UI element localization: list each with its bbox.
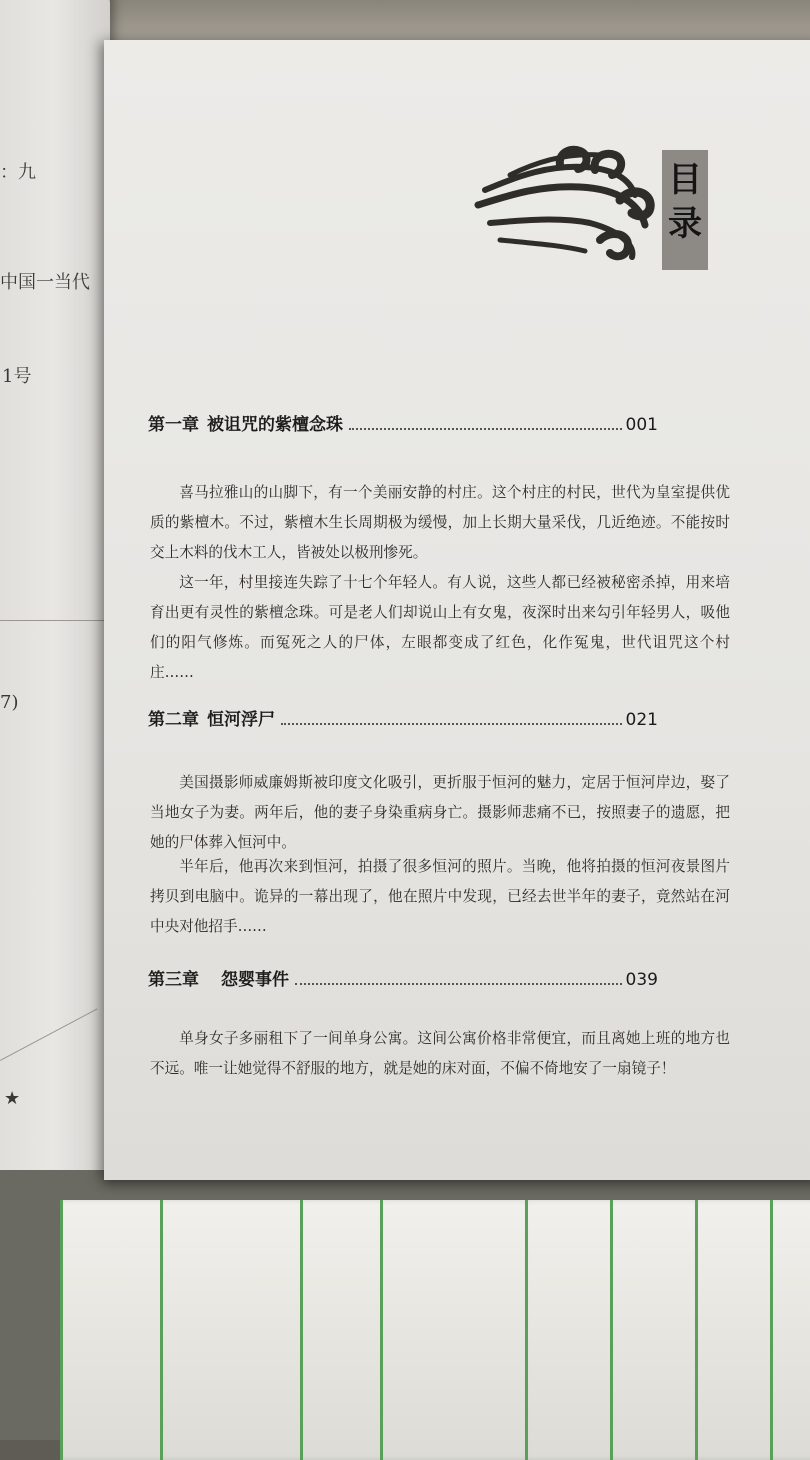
toc-entry-chapter-1[interactable] — [148, 410, 658, 440]
chapter-label: 第一章 — [148, 415, 199, 435]
chapter-label: 第二章 — [148, 710, 199, 730]
book-sheet — [60, 1200, 173, 1460]
left-page-divider — [0, 620, 106, 621]
book-sheet — [610, 1200, 703, 1460]
dot-leader — [281, 723, 622, 725]
chapter-summary-paragraph: 单身女子多丽租下了一间单身公寓。这间公寓价格非常便宜，而且离她上班的地方也不远。唯一让她觉得不舒服的地方，就是她的床对面，不偏不倚地安了一扇镜子！ — [150, 1030, 730, 1077]
chapter-summary-paragraph: 半年后，他再次来到恒河，拍摄了很多恒河的照片。当晚，他将拍摄的恒河夜景图片拷贝到电脑中。诡异的一幕出现了，他在照片中发现，已经去世半年的妻子，竟然站在河中央对他招手…… — [150, 858, 730, 935]
book-stack — [0, 1170, 810, 1440]
chapter-page-number: 021 — [625, 710, 658, 730]
toc-entry-chapter-2[interactable] — [148, 705, 658, 735]
chapter-title: 恒河浮尸 — [207, 710, 275, 730]
book-sheet — [525, 1200, 618, 1460]
chapter-title: 怨婴事件 — [221, 970, 289, 990]
chapter-summary-paragraph: 这一年，村里接连失踪了十七个年轻人。有人说，这些人都已经被秘密杀掉，用来培育出更有灵性的紫檀念珠。可是老人们却说山上有女鬼，夜深时出来勾引年轻男人，吸他们的阳气修炼。而冤死之人的尸体，左眼都变成了红色，化作冤鬼，世代诅咒这个村庄…… — [150, 574, 730, 681]
book-sheet — [160, 1200, 313, 1460]
left-page-fragment: ★ — [4, 1088, 21, 1109]
chapter-page-number: 001 — [625, 415, 658, 435]
toc-entry-chapter-3[interactable] — [148, 965, 658, 995]
book-sheet — [695, 1200, 778, 1460]
left-page-fragment: 中国一当代 — [0, 272, 90, 293]
book-sheet — [380, 1200, 533, 1460]
page-title: 目录 — [668, 160, 702, 244]
dot-leader — [295, 983, 622, 985]
chapter-label: 第三章 — [148, 970, 199, 990]
left-page-fragment: ：九 — [0, 162, 36, 183]
chapter-page-number: 039 — [625, 970, 658, 990]
left-page-fragment: 1号 — [2, 366, 32, 387]
chapter-title: 被诅咒的紫檀念珠 — [207, 415, 343, 435]
left-page-fragment: 7) — [0, 692, 19, 713]
chapter-summary-paragraph: 喜马拉雅山的山脚下，有一个美丽安静的村庄。这个村庄的村民，世代为皇室提供优质的紫檀木。不过，紫檀木生长周期极为缓慢，加上长期大量采伐，几近绝迹。不能按时交上木料的伐木工人，皆被处以极刑惨死。 — [150, 484, 730, 561]
book-sheet — [770, 1200, 810, 1460]
cloud-swirl-ornament-icon — [470, 145, 670, 275]
dot-leader — [349, 428, 622, 430]
chapter-summary-paragraph: 美国摄影师威廉姆斯被印度文化吸引，更折服于恒河的魅力，定居于恒河岸边，娶了当地女子为妻。两年后，他的妻子身染重病身亡。摄影师悲痛不已，按照妻子的遗愿，把她的尸体葬入恒河中。 — [150, 774, 730, 851]
